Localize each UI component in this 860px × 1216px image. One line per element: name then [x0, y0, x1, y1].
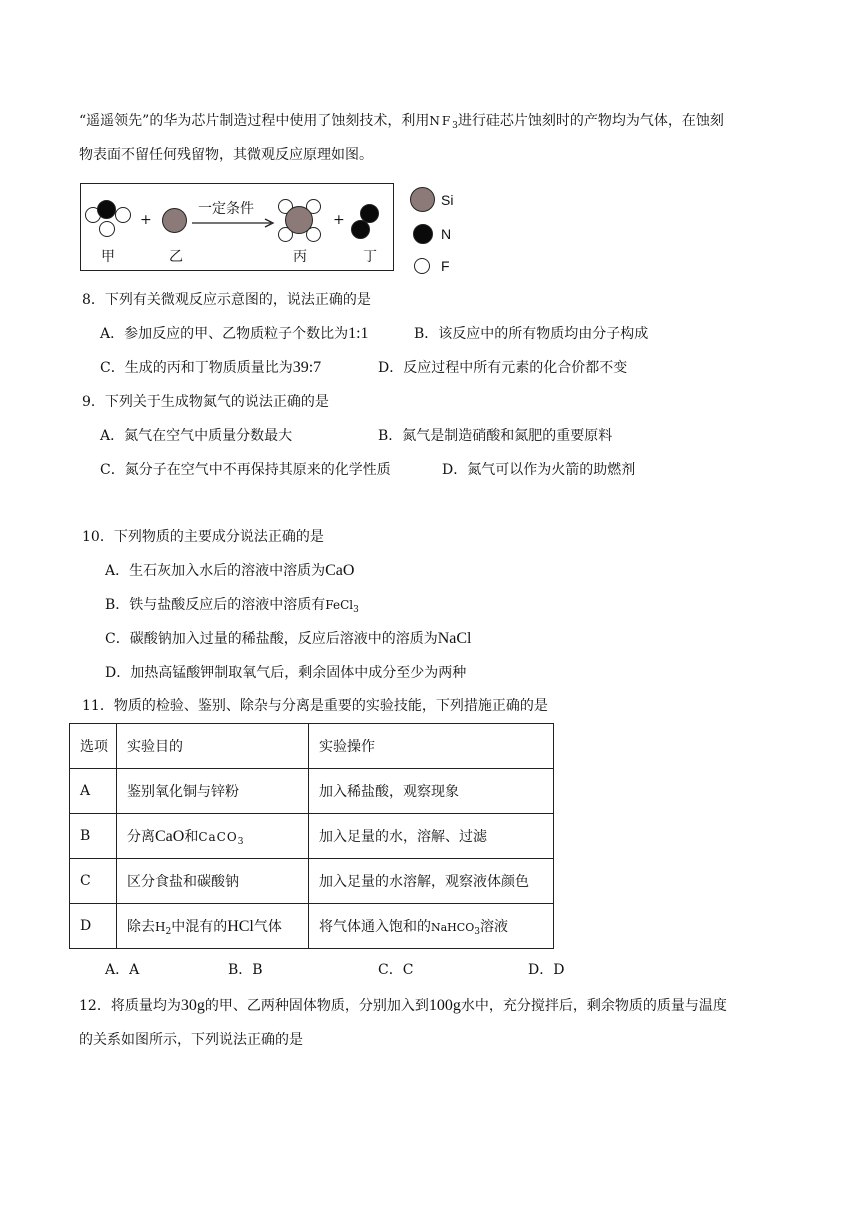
- fluorine-atom: [115, 207, 131, 223]
- reaction-diagram: [80, 183, 394, 271]
- nitrogen-legend-icon: [413, 224, 433, 244]
- table-row: [70, 769, 554, 814]
- q10-stem: 10．下列物质的主要成分说法正确的是: [82, 529, 324, 545]
- row-option: D: [70, 904, 117, 949]
- table-row: [70, 904, 554, 949]
- row-operation: 加入足量的水，溶解、过滤: [309, 814, 554, 859]
- nf3-formula: $NF_3$: [429, 114, 458, 131]
- q11-stem: 11．物质的检验、鉴别、除杂与分离是重要的实验技能，下列措施正确的是: [82, 698, 548, 714]
- row-goal: 除去$H_2$中混有的HCl气体: [117, 904, 309, 949]
- q11-table: [69, 723, 554, 949]
- q9-option-c: C．氮分子在空气中不再保持其原来的化学性质: [100, 462, 391, 478]
- table-row: [70, 859, 554, 904]
- legend-n-label: N: [441, 226, 452, 242]
- row-operation: 加入稀盐酸，观察现象: [309, 769, 554, 814]
- row-option: B: [70, 814, 117, 859]
- q9-option-a: A．氮气在空气中质量分数最大: [100, 428, 293, 444]
- reaction-arrow-icon: [191, 218, 275, 228]
- label-yi: 乙: [169, 249, 183, 265]
- q8-option-c: C．生成的丙和丁物质质量比为39:7: [100, 359, 322, 376]
- fluorine-legend-icon: [414, 258, 430, 274]
- q11-answer-c: C．C: [378, 962, 414, 978]
- row-operation: 将气体通入饱和的NaHCO$_3$溶液: [309, 904, 554, 949]
- legend-f-label: F: [441, 258, 450, 274]
- label-jia: 甲: [101, 249, 115, 265]
- header-goal: 实验目的: [117, 724, 309, 769]
- q12-line-1: 12．将质量均为30g的甲、乙两种固体物质，分别加入到100g水中，充分搅拌后，剩余物质的质量与温度: [79, 997, 727, 1014]
- q8-option-d: D．反应过程中所有元素的化合价都不变: [378, 360, 628, 376]
- q10-option-d: D．加热高锰酸钾制取氧气后，剩余固体中成分至少为两种: [105, 665, 467, 681]
- table-row: [70, 814, 554, 859]
- intro-line-2: 物表面不留任何残留物，其微观反应原理如图。: [79, 147, 373, 163]
- q9-stem: 9．下列关于生成物氮气的说法正确的是: [82, 394, 329, 410]
- row-goal: 区分食盐和碳酸钠: [117, 859, 309, 904]
- q10-option-a: A．生石灰加入水后的溶液中溶质为CaO: [105, 562, 355, 579]
- table-header-row: [70, 724, 554, 769]
- q11-answer-d: D．D: [528, 962, 565, 978]
- row-option: C: [70, 859, 117, 904]
- q12-line-2: 的关系如图所示，下列说法正确的是: [79, 1032, 303, 1048]
- silicon-legend-icon: [410, 187, 435, 212]
- reaction-condition: 一定条件: [198, 201, 254, 217]
- plus-sign: +: [333, 212, 345, 228]
- q11-answer-b: B．B: [228, 962, 263, 978]
- intro-line-1: “遥遥领先”的华为芯片制造过程中使用了蚀刻技术，利用$NF_3$进行硅芯片蚀刻时的产物均为气体，在蚀刻: [79, 113, 724, 131]
- silicon-atom: [162, 208, 187, 233]
- q8-stem: 8．下列有关微观反应示意图的，说法正确的是: [82, 292, 371, 308]
- q9-option-b: B．氮气是制造硝酸和氮肥的重要原料: [378, 428, 613, 444]
- row-goal: 分离CaO和CaCO$_3$: [117, 814, 309, 859]
- header-operation: 实验操作: [309, 724, 554, 769]
- row-option: A: [70, 769, 117, 814]
- q10-option-b: B．铁与盐酸反应后的溶液中溶质有FeCl$_3$: [105, 597, 359, 615]
- q11-answer-a: A．A: [105, 962, 140, 978]
- plus-sign: +: [140, 212, 152, 228]
- row-goal: 鉴别氧化铜与锌粉: [117, 769, 309, 814]
- nitrogen-atom: [351, 220, 370, 239]
- q9-option-d: D．氮气可以作为火箭的助燃剂: [442, 462, 636, 478]
- q10-option-c: C．碳酸钠加入过量的稀盐酸，反应后溶液中的溶质为NaCl: [105, 630, 472, 647]
- header-option: 选项: [70, 724, 117, 769]
- fluorine-atom: [99, 221, 115, 237]
- silicon-atom: [285, 206, 313, 234]
- q8-option-b: B．该反应中的所有物质均由分子构成: [414, 326, 649, 342]
- row-operation: 加入足量的水溶解，观察液体颜色: [309, 859, 554, 904]
- q8-option-a: A．参加反应的甲、乙物质粒子个数比为1:1: [100, 325, 369, 342]
- nitrogen-atom: [97, 200, 116, 219]
- label-bing: 丙: [293, 249, 307, 265]
- legend-si-label: Si: [441, 192, 454, 208]
- label-ding: 丁: [363, 249, 377, 265]
